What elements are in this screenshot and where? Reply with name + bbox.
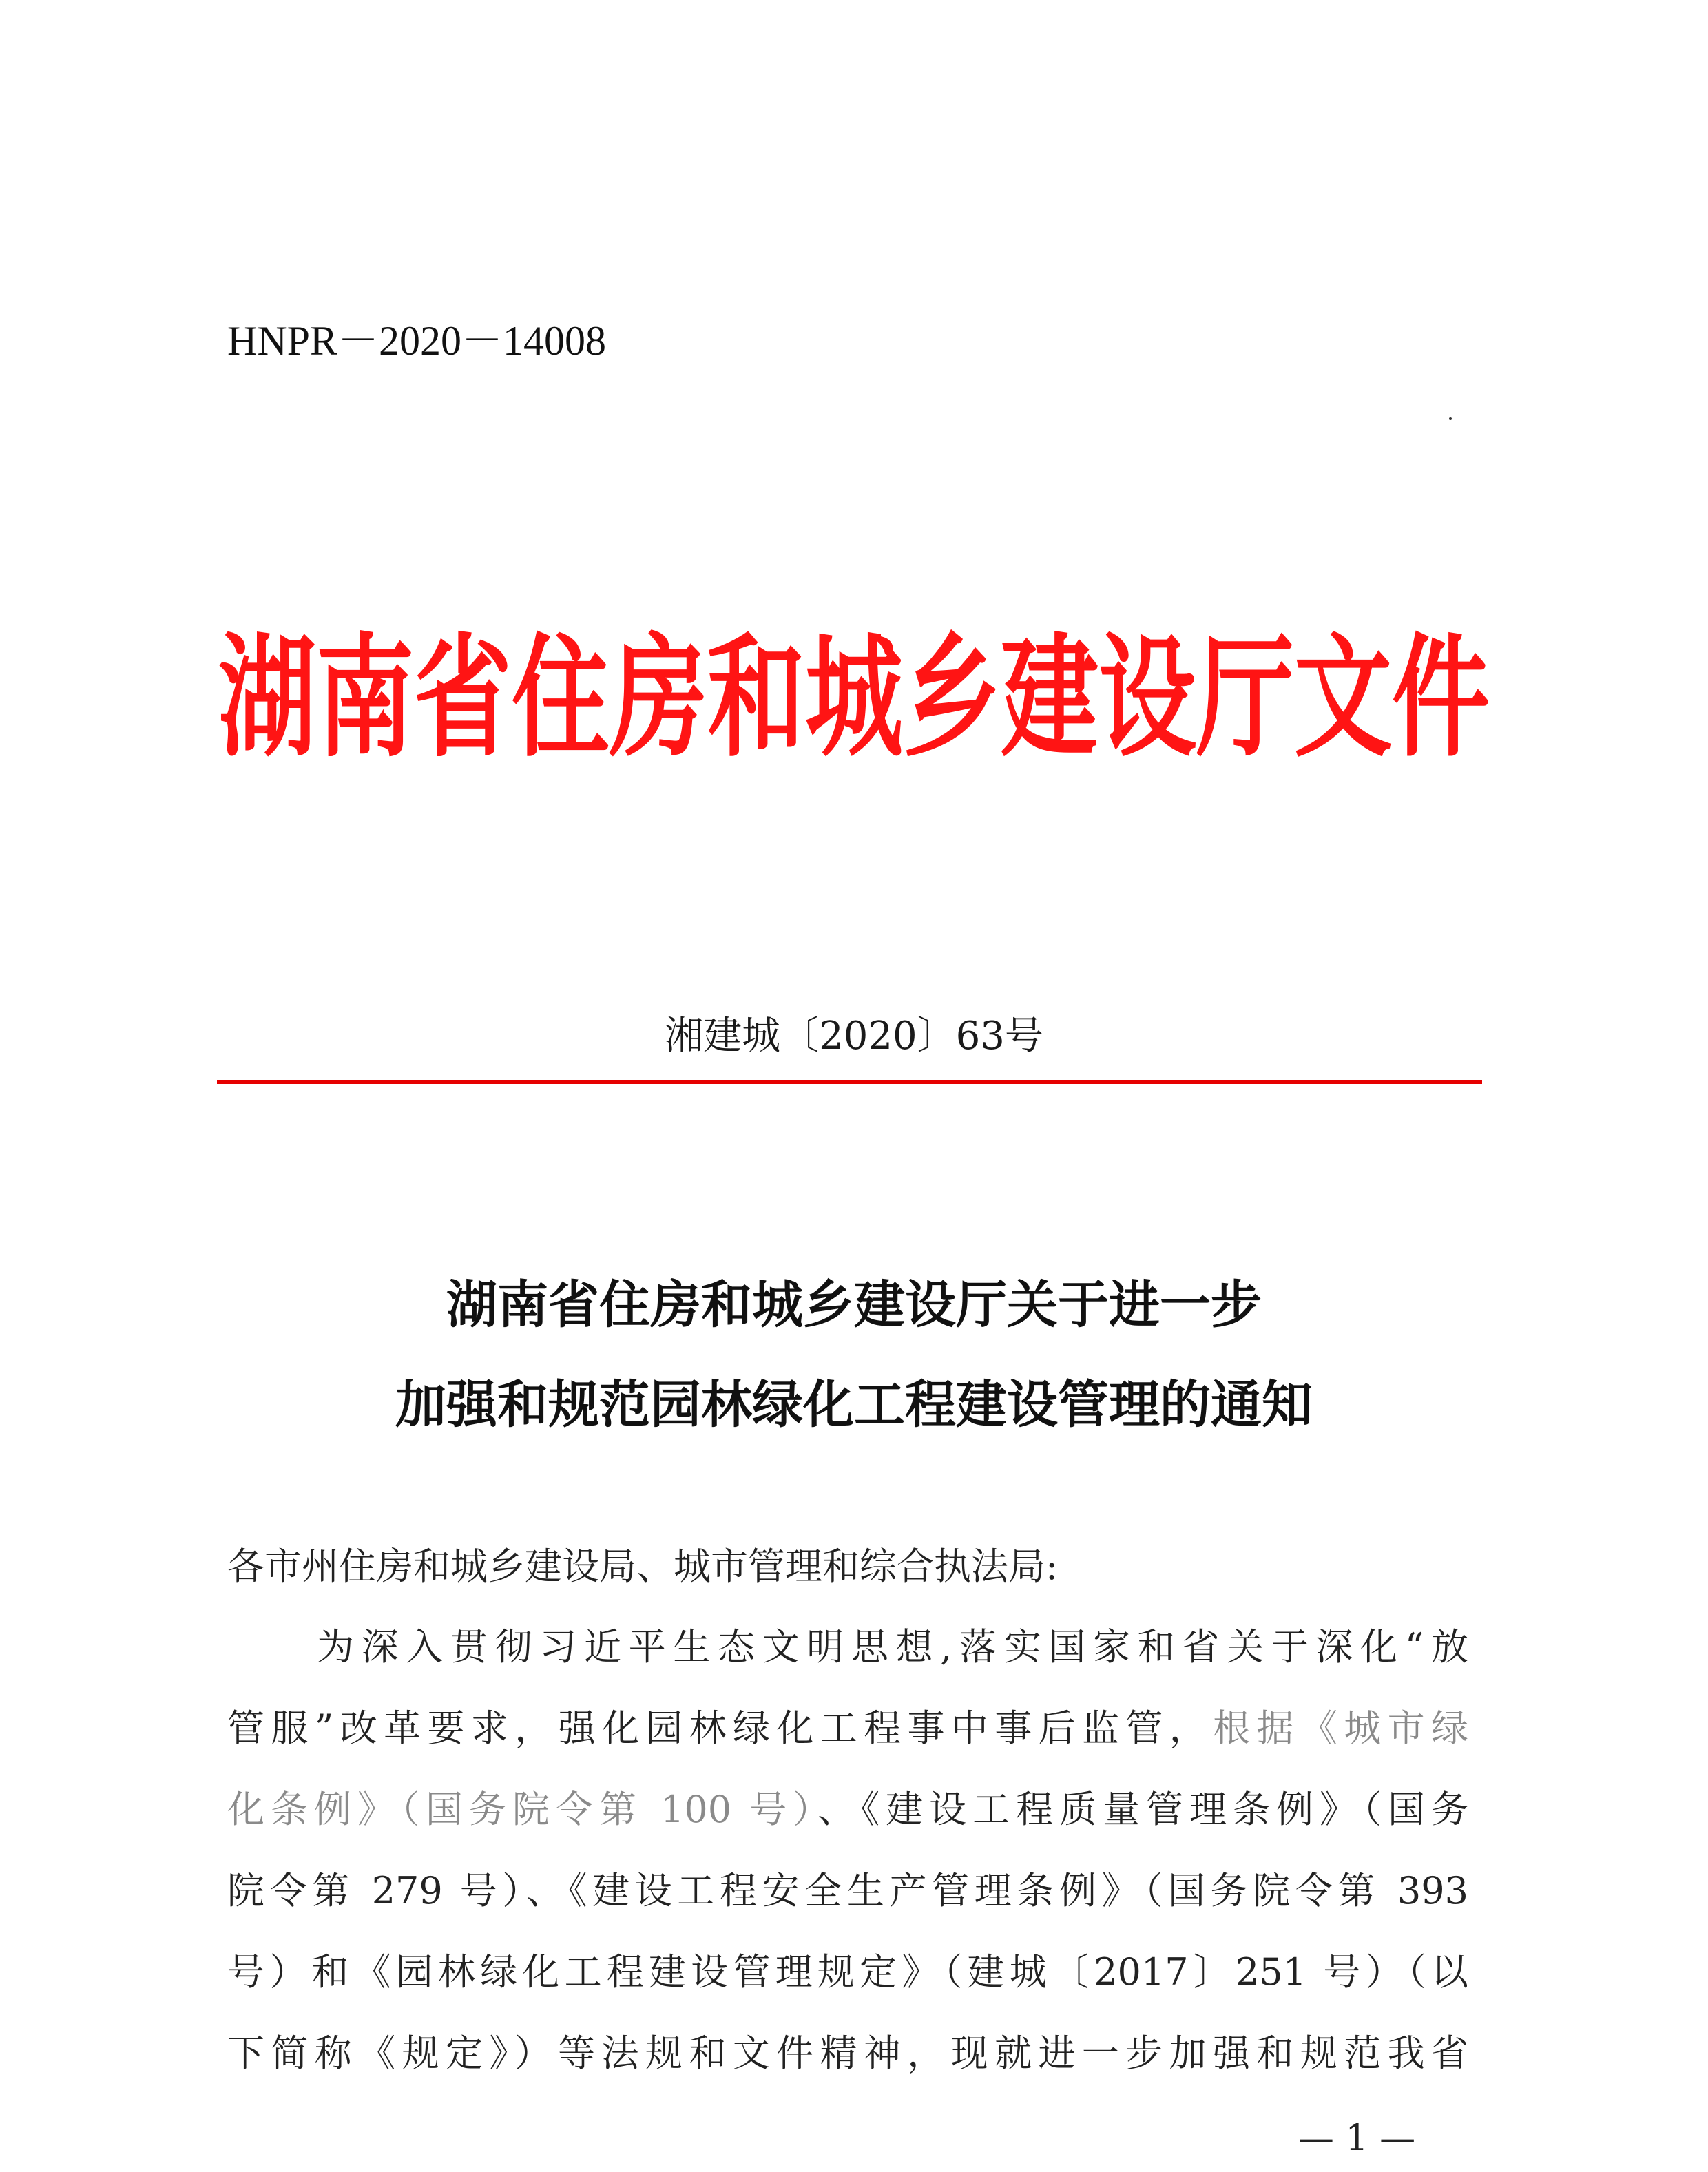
body-line-3-reference: 化条例》（国务院令第 100 号） <box>227 1788 818 1831</box>
document-title-line-1: 湖南省住房和城乡建设厅关于进一步 <box>446 1275 1262 1335</box>
stray-dot <box>1449 417 1452 420</box>
body-line-3-text: 、《建设工程质量管理条例》（国务 <box>817 1788 1468 1831</box>
body-line-6: 下简称《规定》）等法规和文件精神，现就进一步加强和规范我省 <box>227 2032 1468 2075</box>
body-line-1: 为深入贯彻习近平生态文明思想,落实国家和省关于深化“放 <box>317 1625 1468 1669</box>
document-title-line-2: 加强和规范园林绿化工程建设管理的通知 <box>395 1375 1313 1434</box>
body-line-2-reference: 根据《城市绿 <box>1213 1706 1468 1750</box>
body-line-2 <box>227 1701 1468 1756</box>
body-line-2-text: 管服”改革要求，强化园林绿化工程事中事后监管， <box>227 1706 1214 1750</box>
issuer-banner: 湖南省住房和城乡建设厅文件 <box>218 621 1490 775</box>
document-number: 湘建城〔2020〕63号 <box>665 1014 1043 1058</box>
body-line-5: 号）和《园林绿化工程建设管理规定》（建城〔2017〕251 号）（以 <box>227 1950 1468 1994</box>
page-number: — 1 — <box>1298 2118 1416 2159</box>
red-divider-line <box>217 1080 1482 1084</box>
salutation: 各市州住房和城乡建设局、城市管理和综合执法局: <box>227 1545 1059 1588</box>
body-line-4: 院令第 279 号）、《建设工程安全生产管理条例》（国务院令第 393 <box>227 1869 1468 1912</box>
body-line-3 <box>227 1782 1468 1837</box>
document-code: HNPR－2020－14008 <box>227 318 607 364</box>
